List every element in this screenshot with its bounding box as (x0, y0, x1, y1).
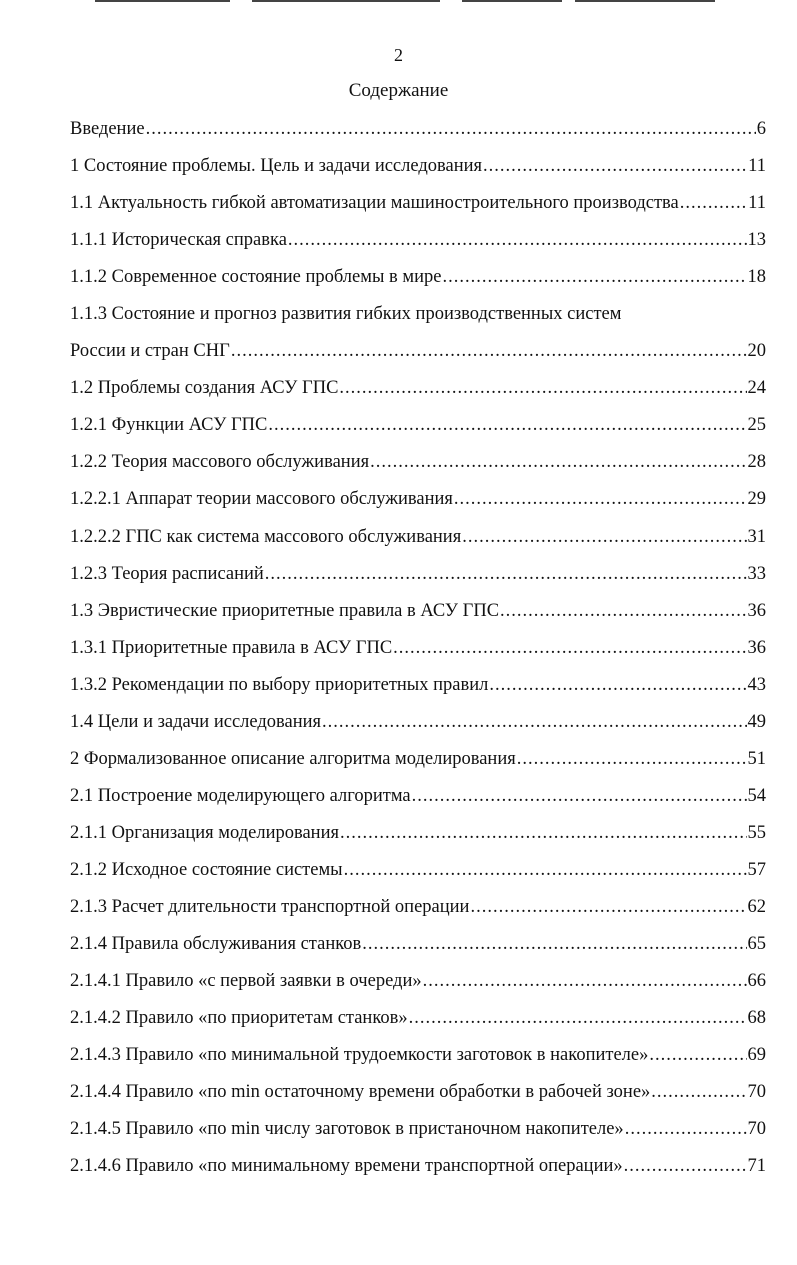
toc-leader-dots (344, 855, 747, 885)
toc-entry-page: 36 (747, 600, 766, 621)
toc-entry-label: 2.1.4.2 Правило «по приоритетам станков» (70, 1008, 408, 1029)
toc-entry-label: 1 Состояние проблемы. Цель и задачи исследования (70, 156, 483, 177)
toc-leader-dots (624, 1151, 747, 1181)
toc-entry (70, 151, 766, 188)
toc-entry-label: 2.1.4.6 Правило «по минимальному времени транспортной операции» (70, 1156, 623, 1177)
toc-entry-label: 2.1.4.3 Правило «по минимальной трудоемкости заготовок в накопителе» (70, 1045, 649, 1066)
toc-entry (70, 1114, 766, 1151)
page-number: 2 (394, 45, 403, 65)
toc-entry-label: 1.1.1 Историческая справка (70, 230, 287, 251)
toc-entry (70, 188, 766, 225)
toc-leader-dots (423, 966, 747, 996)
toc-leader-dots (146, 114, 756, 144)
toc-leader-dots (517, 744, 747, 774)
toc-entry (70, 596, 766, 633)
toc-leader-dots (339, 373, 746, 403)
toc-entry-page: 36 (747, 637, 766, 658)
toc-entry-page: 62 (747, 896, 766, 917)
toc-entry (70, 1151, 766, 1188)
toc-entry (70, 633, 766, 670)
toc-entry (70, 225, 766, 262)
toc-entry-label: 1.3.1 Приоритетные правила в АСУ ГПС (70, 637, 393, 658)
toc-entry (70, 818, 766, 855)
toc-leader-dots (680, 188, 747, 218)
toc-entry-page: 57 (747, 859, 766, 880)
toc-entry (70, 522, 766, 559)
toc-entry-page: 20 (747, 341, 766, 362)
toc-entry (70, 670, 766, 707)
toc-entry-page: 54 (747, 785, 766, 806)
toc-entry-label: 2.1 Построение моделирующего алгоритма (70, 785, 411, 806)
toc-entry (70, 447, 766, 484)
toc-leader-dots (442, 262, 746, 292)
toc-entry (70, 336, 766, 373)
toc-entry-label: 1.2.3 Теория расписаний (70, 563, 264, 584)
toc-entry-page: 31 (747, 526, 766, 547)
toc-leader-dots (649, 1040, 746, 1070)
toc-entry-label: 1.2.2 Теория массового обслуживания (70, 452, 370, 473)
toc-entry-page: 29 (747, 489, 766, 510)
toc-entry (70, 114, 766, 151)
toc-entry-label: 2.1.4.1 Правило «с первой заявки в очереди» (70, 971, 422, 992)
toc-entry-label: 2.1.4.5 Правило «по min числу заготовок в пристаночном накопителе» (70, 1119, 624, 1140)
toc-entry (70, 929, 766, 966)
toc-leader-dots (409, 1003, 747, 1033)
toc-leader-dots (265, 559, 747, 589)
toc-leader-dots (454, 484, 747, 514)
toc-entry-label: Введение (70, 119, 145, 139)
toc-entry (70, 262, 766, 299)
toc-leader-dots (393, 633, 746, 663)
toc-leader-dots (412, 781, 747, 811)
scan-border-line-1 (95, 0, 230, 2)
toc-entry-label: 2.1.1 Организация моделирования (70, 822, 339, 843)
toc-entry-label: 1.2.1 Функции АСУ ГПС (70, 415, 268, 436)
toc-entry-page: 6 (756, 119, 766, 139)
toc-leader-dots (651, 1077, 746, 1107)
toc-entry-label: 1.1.3 Состояние и прогноз развития гибких производственных систем (70, 304, 622, 325)
toc-entry-page: 43 (747, 674, 766, 695)
toc-leader-dots (625, 1114, 747, 1144)
toc-entry (70, 373, 766, 410)
toc-entry-page: 24 (747, 378, 766, 399)
toc-entry (70, 744, 766, 781)
toc-entry (70, 299, 766, 336)
toc-leader-dots (322, 707, 746, 737)
toc-entry (70, 410, 766, 447)
toc-leader-dots (268, 410, 746, 440)
toc-leader-dots (500, 596, 746, 626)
toc-entry-page: 70 (747, 1119, 766, 1140)
toc-leader-dots (489, 670, 746, 700)
toc-entry-label: России и стран СНГ (70, 341, 230, 362)
toc-leader-dots (231, 336, 747, 366)
toc-leader-dots (483, 151, 747, 181)
toc-entry-label: 1.3.2 Рекомендации по выбору приоритетных правил (70, 674, 489, 695)
toc-entry-label: 2.1.4 Правила обслуживания станков (70, 934, 362, 955)
toc-entry (70, 966, 766, 1003)
toc-entry (70, 1003, 766, 1040)
toc-entry-label: 2.1.3 Расчет длительности транспортной операции (70, 896, 470, 917)
toc-entry-page: 51 (747, 748, 766, 769)
toc-entry (70, 1077, 766, 1114)
scan-border-line-2 (252, 0, 440, 2)
toc-entry-page: 11 (748, 193, 766, 214)
toc-entry (70, 707, 766, 744)
table-of-contents (70, 114, 766, 1188)
toc-entry-label: 2.1.2 Исходное состояние системы (70, 859, 343, 880)
toc-entry-page: 11 (748, 156, 766, 177)
toc-entry-page: 68 (747, 1008, 766, 1029)
toc-leader-dots (462, 522, 746, 552)
toc-entry-label: 2 Формализованное описание алгоритма моделирования (70, 748, 516, 769)
toc-entry-label: 1.1 Актуальность гибкой автоматизации машиностроительного производства (70, 193, 679, 214)
toc-leader-dots (362, 929, 746, 959)
page-title: Содержание (348, 80, 449, 101)
toc-entry (70, 484, 766, 521)
toc-entry (70, 781, 766, 818)
toc-entry (70, 1040, 766, 1077)
toc-entry-page: 28 (747, 452, 766, 473)
scan-border-line-4 (575, 0, 715, 2)
toc-entry (70, 892, 766, 929)
toc-leader-dots (370, 447, 746, 477)
toc-entry (70, 855, 766, 892)
toc-entry-label: 1.4 Цели и задачи исследования (70, 711, 322, 732)
toc-entry-page: 69 (747, 1045, 766, 1066)
toc-entry-label: 1.3 Эвристические приоритетные правила в АСУ ГПС (70, 600, 500, 621)
toc-leader-dots (340, 818, 747, 848)
toc-entry-page: 71 (747, 1156, 766, 1177)
toc-entry-label: 2.1.4.4 Правило «по min остаточному времени обработки в рабочей зоне» (70, 1082, 651, 1103)
toc-entry-label: 1.2.2.2 ГПС как система массового обслуживания (70, 526, 462, 547)
toc-entry-page: 49 (747, 711, 766, 732)
toc-entry-page: 18 (747, 267, 766, 288)
toc-entry-page: 25 (747, 415, 766, 436)
toc-entry-page: 55 (747, 822, 766, 843)
toc-entry-page: 13 (747, 230, 766, 251)
toc-entry (70, 559, 766, 596)
scan-border-line-3 (462, 0, 562, 2)
toc-entry-page: 65 (747, 934, 766, 955)
toc-entry-label: 1.2 Проблемы создания АСУ ГПС (70, 378, 339, 399)
toc-entry-page: 66 (747, 971, 766, 992)
toc-entry-label: 1.1.2 Современное состояние проблемы в мире (70, 267, 442, 288)
toc-entry-page: 70 (747, 1082, 766, 1103)
toc-entry-page: 33 (747, 563, 766, 584)
toc-entry-label: 1.2.2.1 Аппарат теории массового обслуживания (70, 489, 453, 510)
toc-leader-dots (288, 225, 747, 255)
toc-leader-dots (470, 892, 746, 922)
